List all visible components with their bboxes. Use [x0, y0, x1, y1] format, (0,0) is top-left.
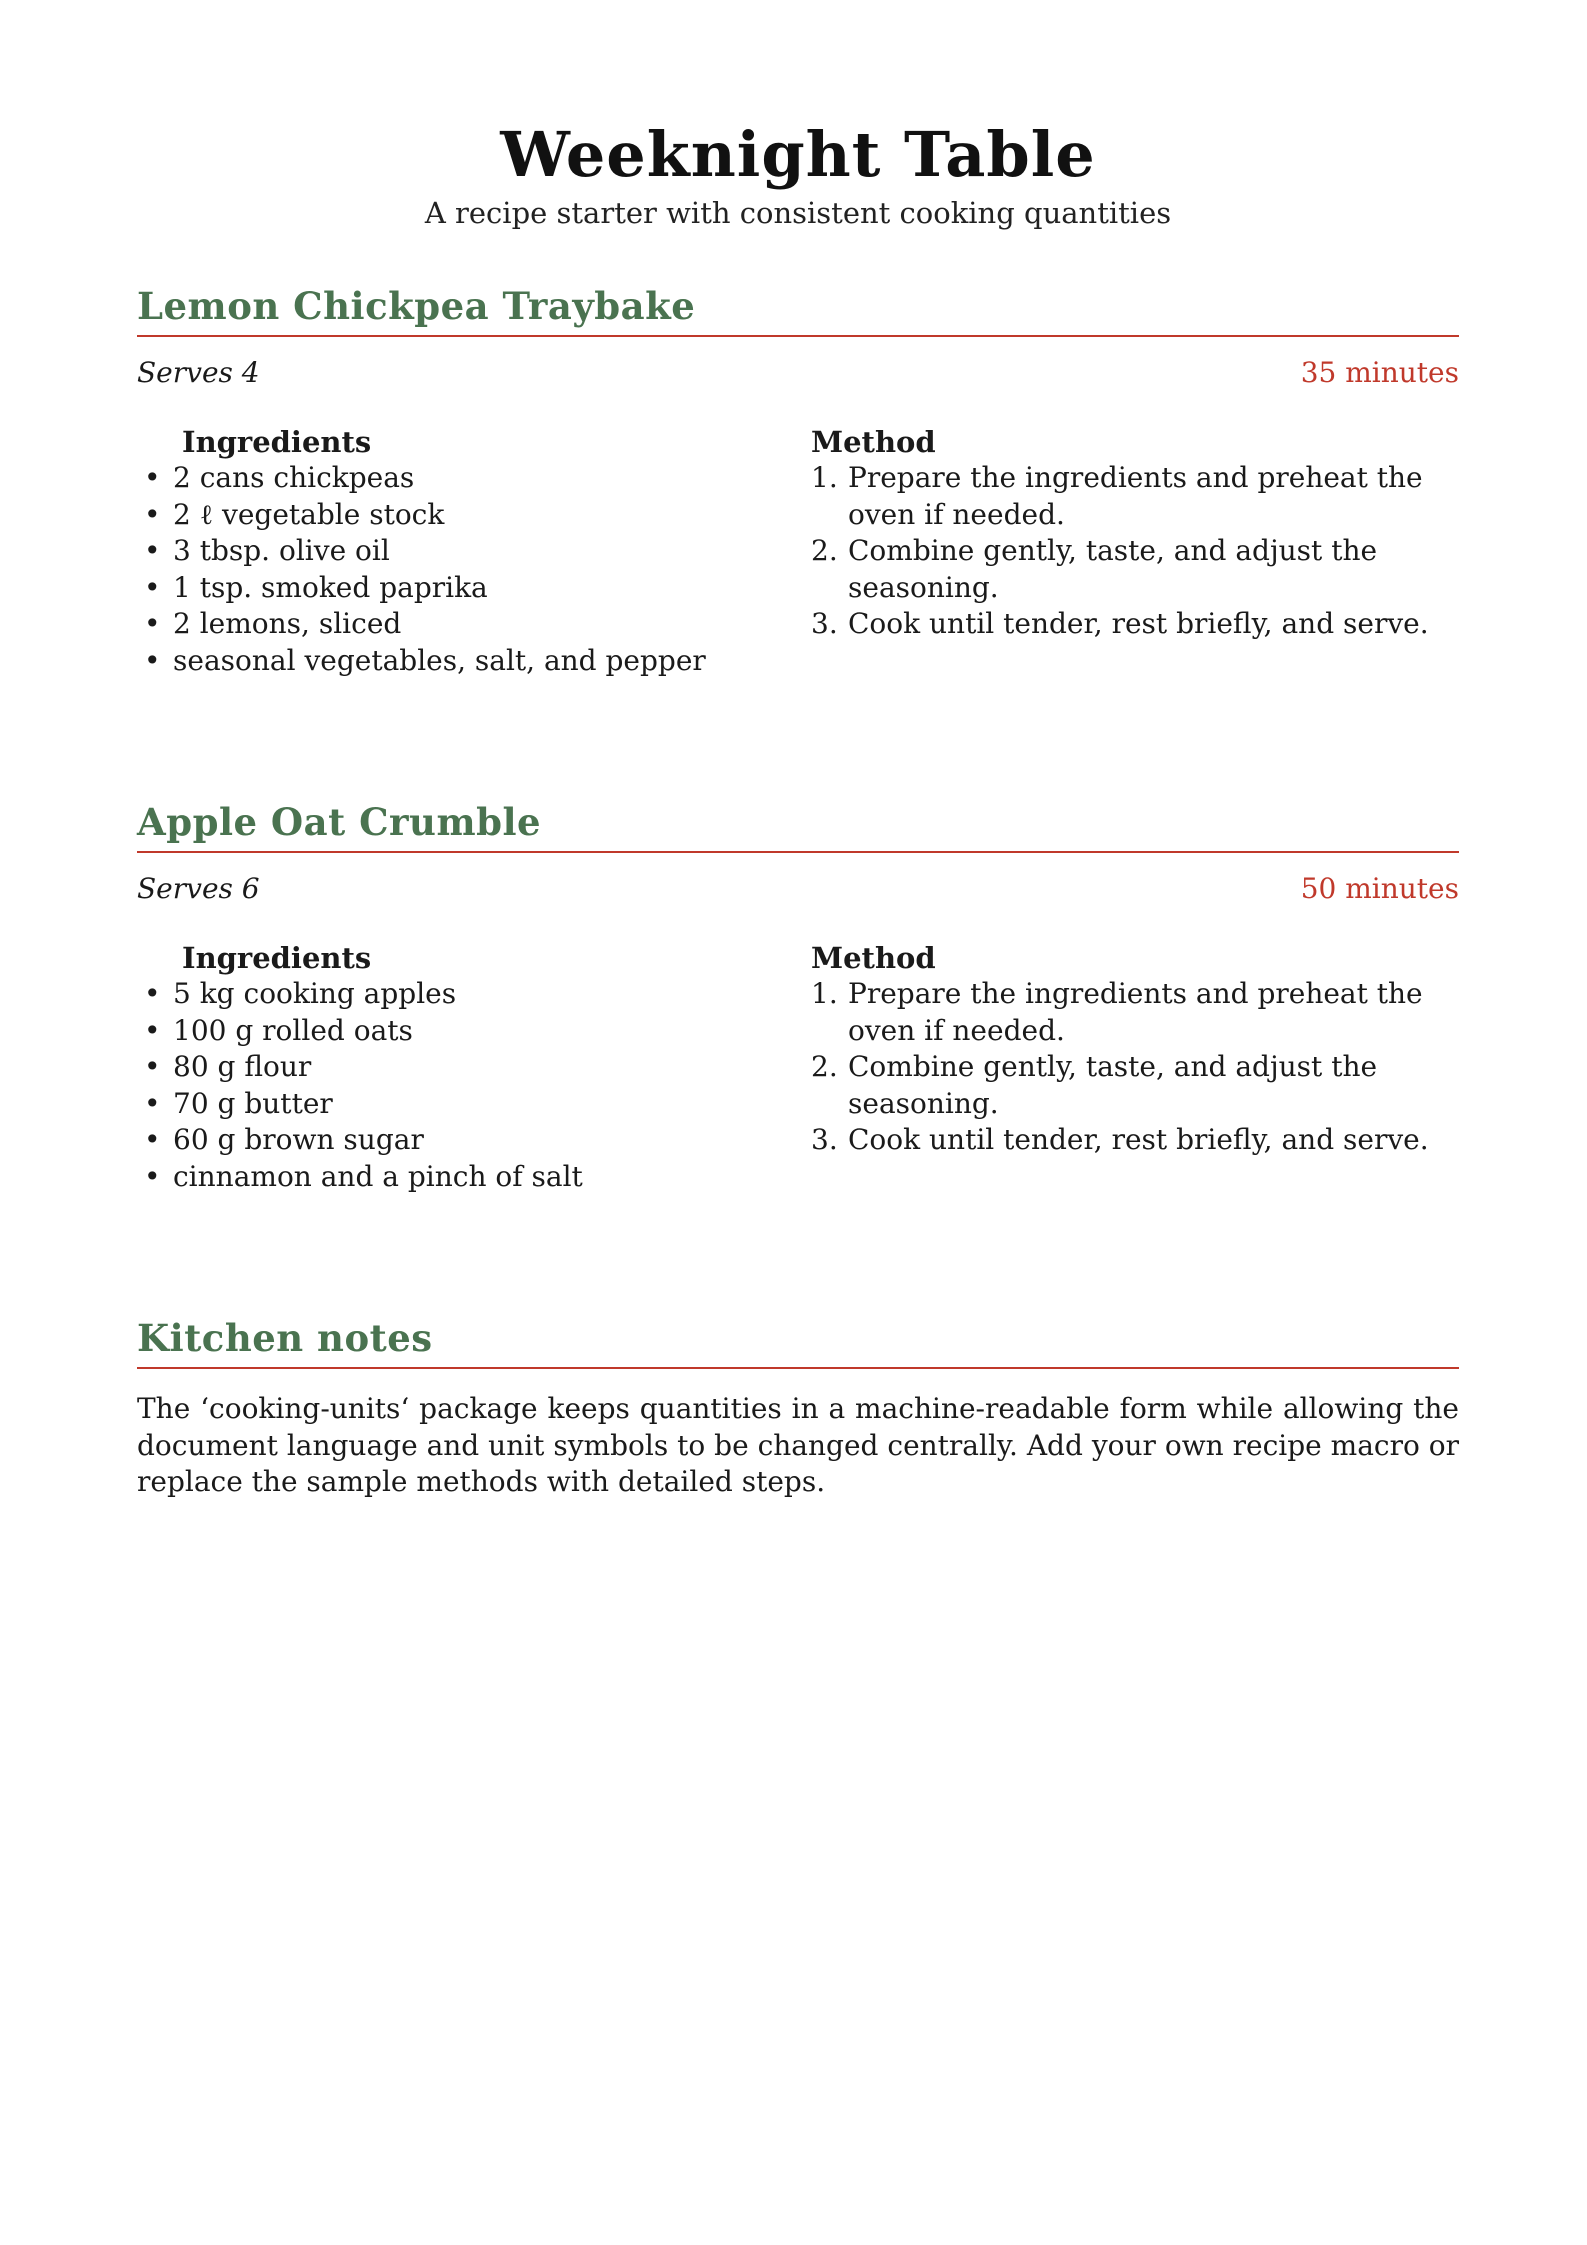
bullet-icon: • [144, 1013, 161, 1047]
ingredient-item: • 1 tsp. smoked paprika [137, 570, 727, 607]
serves-label: Serves 4 [137, 356, 260, 389]
kitchen-notes-section [137, 1314, 1459, 1501]
document-title: Weeknight Table [500, 118, 1096, 191]
bullet-icon: • [144, 461, 161, 494]
ingredient-item: • seasonal vegetables, salt, and pepper [137, 643, 727, 680]
recipe-title: Apple Oat Crumble [137, 800, 542, 844]
notes-heading: Kitchen notes [137, 1316, 433, 1360]
method-step: 1. Prepare the ingredients and preheat the oven if needed. [811, 461, 1423, 531]
method-heading: Method [811, 425, 936, 459]
bullet-icon: • [144, 1050, 161, 1083]
recipe-section-apple-oat-crumble [137, 798, 1459, 1193]
bullet-icon: • [144, 977, 161, 1010]
ingredients-heading: Ingredients [182, 941, 372, 975]
bullet-icon: • [144, 643, 161, 677]
bullet-icon: • [144, 1123, 161, 1156]
bullet-icon: • [144, 1159, 161, 1193]
ingredients-list [137, 460, 727, 679]
method-step: 3. Cook until tender, rest briefly, and serve. [811, 607, 1429, 640]
method-list [811, 460, 1459, 643]
ingredients-heading: Ingredients [182, 425, 372, 459]
recipe-section-lemon-chickpea-traybake [137, 282, 1459, 677]
bullet-icon: • [144, 497, 161, 531]
bullet-icon: • [144, 534, 161, 567]
bullet-icon: • [144, 570, 161, 604]
ingredient-item: • 70 g butter [137, 1086, 727, 1123]
notes-paragraph: The ‘cooking-units‘ package keeps quantities in a machine-readable form while allowing the document language and unit symbols to be changed centrally. Add your own recipe macro or replace the sample methods with detailed steps. [137, 1392, 1459, 1498]
ingredient-item: • 60 g brown sugar [137, 1122, 727, 1159]
ingredient-item: • 80 g flour [137, 1049, 727, 1086]
ingredient-item: • 2 lemons, sliced [137, 606, 727, 643]
method-step: 2. Combine gently, taste, and adjust the seasoning. [811, 534, 1378, 604]
bullet-icon: • [144, 1086, 161, 1120]
method-step: 2. Combine gently, taste, and adjust the seasoning. [811, 1050, 1378, 1120]
recipe-meta [137, 872, 1459, 912]
method-step: 3. Cook until tender, rest briefly, and serve. [811, 1123, 1429, 1156]
method-list [811, 976, 1459, 1159]
document-subtitle: A recipe starter with consistent cooking quantities [424, 196, 1172, 230]
method-step: 1. Prepare the ingredients and preheat the oven if needed. [811, 977, 1423, 1047]
ingredients-column [137, 940, 727, 1195]
cooking-time: 35 minutes [1300, 356, 1459, 389]
method-heading: Method [811, 941, 936, 975]
ingredient-item: • 100 g rolled oats [137, 1013, 727, 1050]
ingredients-column [137, 424, 727, 679]
ingredient-item: • 3 tbsp. olive oil [137, 533, 727, 570]
ingredient-item: • 5 kg cooking apples [137, 976, 727, 1013]
recipe-meta [137, 356, 1459, 396]
recipe-title: Lemon Chickpea Traybake [137, 284, 696, 328]
cooking-time: 50 minutes [1300, 872, 1459, 905]
method-column [811, 940, 1459, 1159]
method-column [811, 424, 1459, 643]
bullet-icon: • [144, 607, 161, 640]
ingredient-item: • 2 ℓ vegetable stock [137, 497, 727, 534]
serves-label: Serves 6 [137, 872, 260, 905]
section-rule [137, 1367, 1459, 1369]
section-rule [137, 335, 1459, 337]
section-rule [137, 851, 1459, 853]
ingredient-item: • 2 cans chickpeas [137, 460, 727, 497]
ingredient-item: • cinnamon and a pinch of salt [137, 1159, 727, 1196]
ingredients-list [137, 976, 727, 1195]
